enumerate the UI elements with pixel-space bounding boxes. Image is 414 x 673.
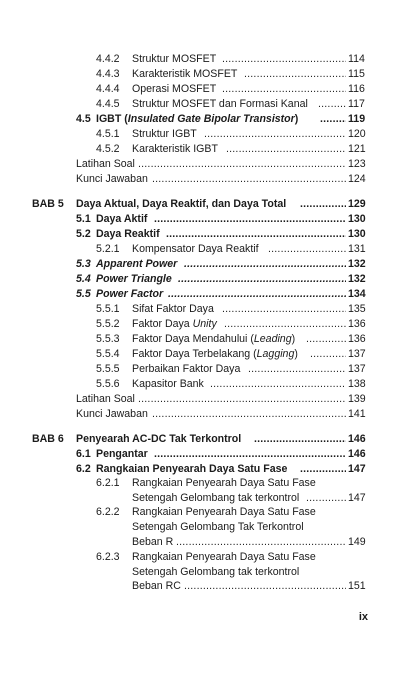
leader-dots: [300, 197, 346, 211]
leader-dots: [138, 157, 346, 171]
page-number: ix: [358, 611, 368, 623]
leader-dots: [226, 142, 346, 156]
leader-dots: [222, 302, 346, 316]
leader-dots: [222, 52, 346, 66]
leader-dots: [178, 272, 346, 286]
leader-dots: [268, 242, 346, 256]
leader-dots: [306, 332, 346, 346]
leader-dots: [168, 287, 346, 301]
leader-dots: [210, 377, 346, 391]
leader-dots: [310, 347, 346, 361]
leader-dots: [138, 392, 346, 406]
leader-dots: [306, 491, 346, 505]
leader-dots: [204, 127, 346, 141]
leader-dots: [318, 97, 346, 111]
leader-dots: [152, 407, 346, 421]
leader-dots: [300, 462, 346, 476]
leader-dots: [154, 212, 346, 226]
leader-dots: [254, 432, 346, 446]
leader-dots: [184, 579, 346, 593]
leader-dots: [222, 82, 346, 96]
leader-dots: [166, 227, 346, 241]
leader-dots: [184, 257, 346, 271]
leader-dots: [244, 67, 346, 81]
leader-dots: [248, 362, 346, 376]
leader-dots: [152, 172, 346, 186]
leader-dots: [224, 317, 346, 331]
leader-dots: [176, 535, 346, 549]
leader-dots: [320, 112, 346, 126]
leader-dots: [154, 447, 346, 461]
